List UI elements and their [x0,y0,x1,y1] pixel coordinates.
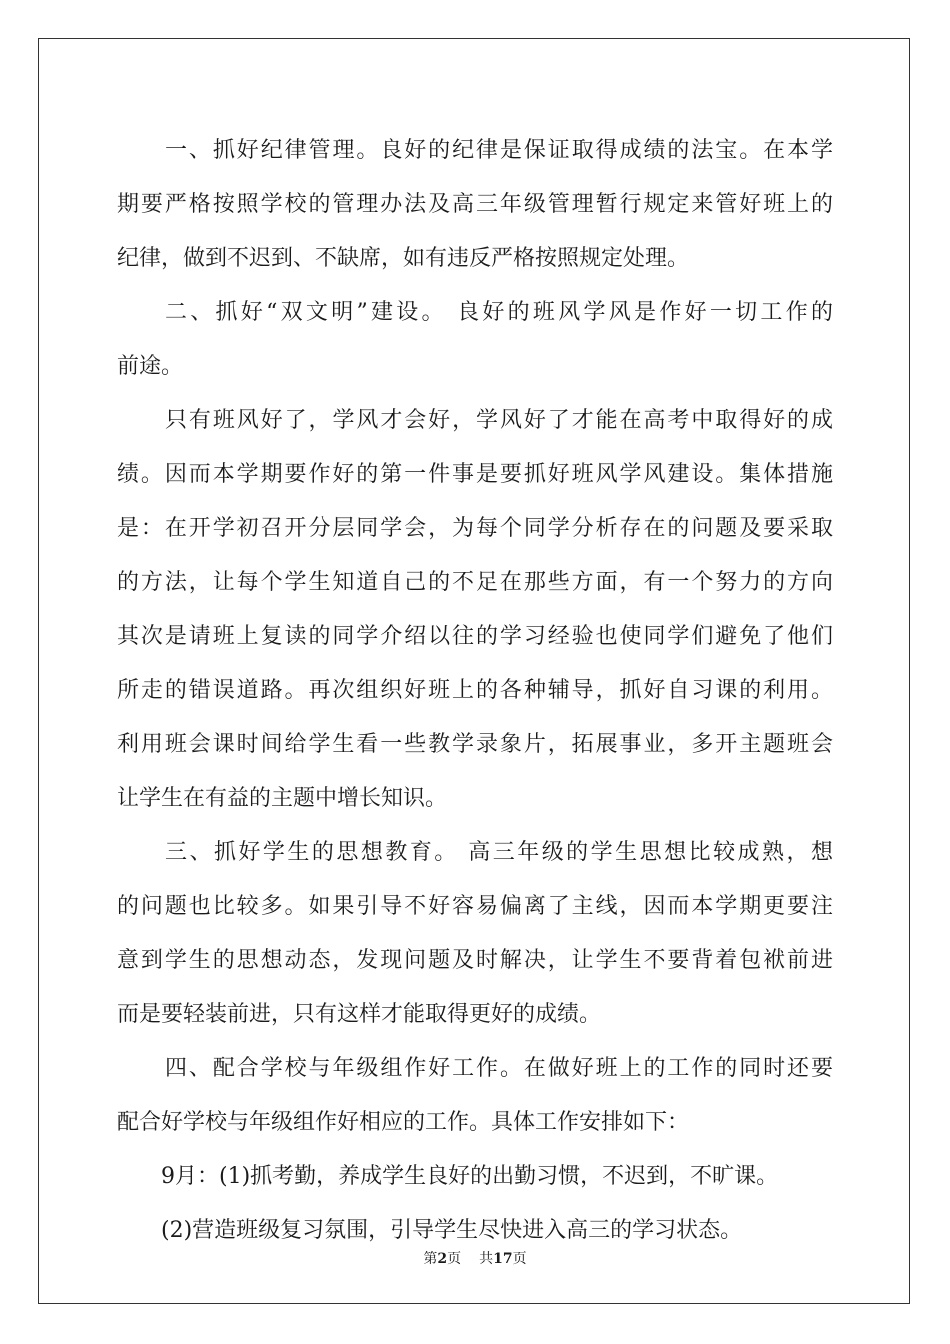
footer-total-suffix: 页 [512,1251,527,1267]
text-line: (2)营造班级复习氛围，引导学生尽快进入高三的学习状态。 [161,1218,743,1243]
footer-page-prefix: 第 [423,1251,438,1267]
text-line: 四、配合学校与年级组作好工作。在做好班上的工作的同时还要 [165,1056,833,1081]
footer-page-current: 2 [437,1251,448,1267]
text-line: 9月：(1)抓考勤，养成学生良好的出勤习惯，不迟到，不旷课。 [161,1164,779,1189]
text-line: 配合好学校与年级组作好相应的工作。具体工作安排如下： [117,1110,690,1135]
text-line: 所走的错误道路。再次组织好班上的各种辅导，抓好自习课的利用。 [117,678,833,703]
text-line: 利用班会课时间给学生看一些教学录象片，拓展事业，多开主题班会 [117,732,833,757]
footer-page-suffix: 页 [447,1251,462,1267]
text-line: 意到学生的思想动态，发现问题及时解决，让学生不要背着包袱前进 [117,948,833,973]
page-footer [0,1248,950,1268]
text-line: 的问题也比较多。如果引导不好容易偏离了主线，因而本学期更要注 [117,894,833,919]
text-line: 二、抓好“双文明”建设。 良好的班风学风是作好一切工作的 [165,300,833,325]
text-line: 只有班风好了，学风才会好，学风好了才能在高考中取得好的成 [165,408,833,433]
text-line: 的方法，让每个学生知道自己的不足在那些方面，有一个努力的方向 [117,570,833,595]
text-line: 前途。 [117,354,184,379]
document-body [117,124,833,1258]
text-line: 一、抓好纪律管理。良好的纪律是保证取得成绩的法宝。在本学 [165,138,833,163]
text-line: 是：在开学初召开分层同学会，为每个同学分析存在的问题及要采取 [117,516,833,541]
text-line: 三、抓好学生的思想教育。 高三年级的学生思想比较成熟，想 [165,840,833,865]
footer-page-total: 17 [493,1251,513,1267]
text-line: 让学生在有益的主题中增长知识。 [117,786,448,811]
footer-total-prefix: 共 [479,1251,494,1267]
text-line: 而是要轻装前进，只有这样才能取得更好的成绩。 [117,1002,602,1027]
text-line: 其次是请班上复读的同学介绍以往的学习经验也使同学们避免了他们 [117,624,833,649]
text-line: 绩。因而本学期要作好的第一件事是要抓好班风学风建设。集体措施 [117,462,833,487]
text-line: 期要严格按照学校的管理办法及高三年级管理暂行规定来管好班上的 [117,192,833,217]
text-line: 纪律，做到不迟到、不缺席，如有违反严格按照规定处理。 [117,246,690,271]
